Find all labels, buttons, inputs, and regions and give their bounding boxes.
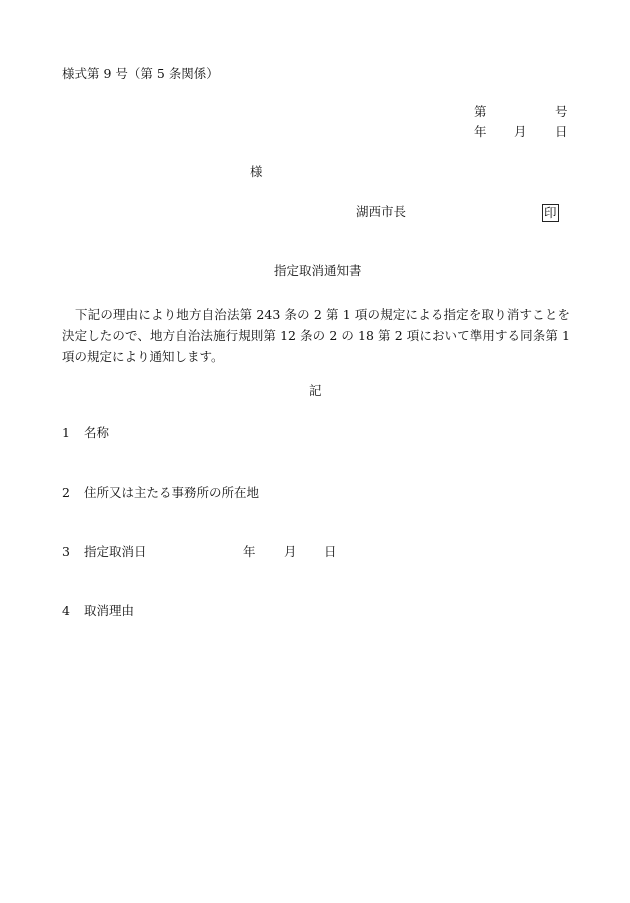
- seal-mark: 印: [544, 205, 557, 220]
- date-year: 年: [474, 124, 487, 139]
- addressee-suffix: 様: [250, 164, 263, 179]
- item-number: 1: [62, 425, 70, 440]
- item-number: 4: [62, 603, 70, 618]
- item-label-reason: 取消理由: [84, 603, 135, 618]
- item-number: 3: [62, 544, 70, 559]
- document-number-prefix: 第: [474, 104, 487, 119]
- ki-heading: 記: [309, 383, 322, 398]
- date-month: 月: [514, 124, 527, 139]
- form-label: 様式第 9 号（第 5 条関係）: [62, 66, 219, 81]
- document-title: 指定取消通知書: [274, 263, 362, 278]
- body-paragraph: 下記の理由により地方自治法第 243 条の 2 第 1 項の規定による指定を取り消すことを決定したので、地方自治法施行規則第 12 条の 2 の 18 第 2 項において準用する同条第 1 項の規定により通知します。: [62, 307, 570, 364]
- document-number-suffix: 号: [555, 104, 568, 119]
- item-label-name: 名称: [84, 425, 110, 440]
- item-label-address: 住所又は主たる事務所の所在地: [84, 485, 260, 500]
- cancel-date-day: 日: [324, 544, 337, 559]
- date-day: 日: [555, 124, 568, 139]
- cancel-date-month: 月: [284, 544, 297, 559]
- item-number: 2: [62, 485, 70, 500]
- item-label-cancel-date: 指定取消日: [84, 544, 147, 559]
- cancel-date-year: 年: [243, 544, 256, 559]
- sender-name: 湖西市長: [356, 204, 407, 219]
